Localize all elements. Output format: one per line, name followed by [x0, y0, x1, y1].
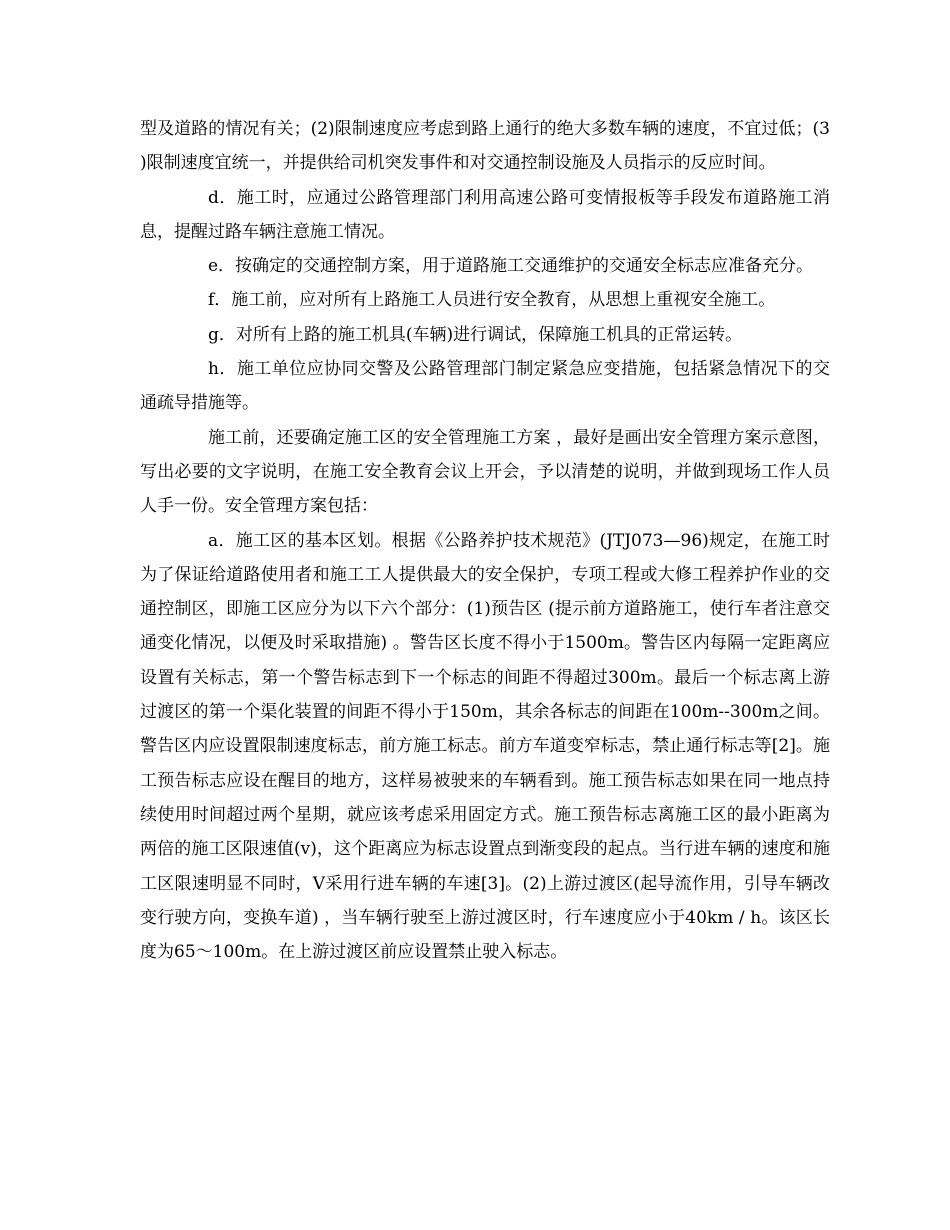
paragraph-speed-limit-continuation: 型及道路的情况有关；(2)限制速度应考虑到路上通行的绝大多数车辆的速度，不宜过低；(3)限制速度宜统一，并提供给司机突发事件和对交通控制设施及人员指示的反应时间。: [140, 119, 830, 174]
paragraph-item-a-zoning: a．施工区的基本区划。根据《公路养护技术规范》(JTJ073—96)规定，在施工时为了保证给道路使用者和施工工人提供最大的安全保护，专项工程或大修工程养护作业的交通控制区，即施工区应分为以下六个部分：(1)预告区 (提示前方道路施工，使行车者注意交通变化情况，以便及时采取措施) 。警告区长度不得小于1500m。警告区内每隔一定距离应设置有关标志，第一个警告标志到下一个标志的间距不得超过300m。最后一个标志离上游过渡区的第一个渠化装置的间距不得小于150m，其余各标志的间距在100m--300m之间。警告区内应设置限制速度标志，前方施工标志。前方车道变窄标志，禁止通行标志等[2]。施工预告标志应设在醒目的地方，这样易被驶来的车辆看到。施工预告标志如果在同一地点持续使用时间超过两个星期，就应该考虑采用固定方式。施工预告标志离施工区的最小距离为两倍的施工区限速值(v)，这个距离应为标志设置点到渐变段的起点。当行进车辆的速度和施工区限速明显不同时，V采用行进车辆的车速[3]。(2)上游过渡区(起导流作用，引导车辆改变行驶方向，变换车道) ，当车辆行驶至上游过渡区时，行车速度应小于40km / h。该区长度为65～100m。在上游过渡区前应设置禁止驶入标志。: [140, 530, 830, 963]
document-page: [140, 112, 830, 969]
paragraph-item-f: f．施工前，应对所有上路施工人员进行安全教育，从思想上重视安全施工。: [208, 290, 776, 311]
paragraph-item-h: h．施工单位应协同交警及公路管理部门制定紧急应变措施，包括紧急情况下的交通疏导措施等。: [140, 359, 830, 414]
paragraph-item-g: g．对所有上路的施工机具(车辆)进行调试，保障施工机具的正常运转。: [208, 324, 743, 345]
paragraph-item-d: d．施工时，应通过公路管理部门利用高速公路可变情报板等手段发布道路施工消息，提醒过路车辆注意施工情况。: [140, 187, 830, 242]
paragraph-safety-plan-intro: 施工前，还要确定施工区的安全管理施工方案 ，最好是画出安全管理方案示意图，写出必要的文字说明，在施工安全教育会议上开会，予以清楚的说明，并做到现场工作人员人手一份。安全管理方案包括：: [140, 427, 830, 517]
paragraph-item-e: e．按确定的交通控制方案，用于道路施工交通维护的交通安全标志应准备充分。: [208, 256, 814, 277]
